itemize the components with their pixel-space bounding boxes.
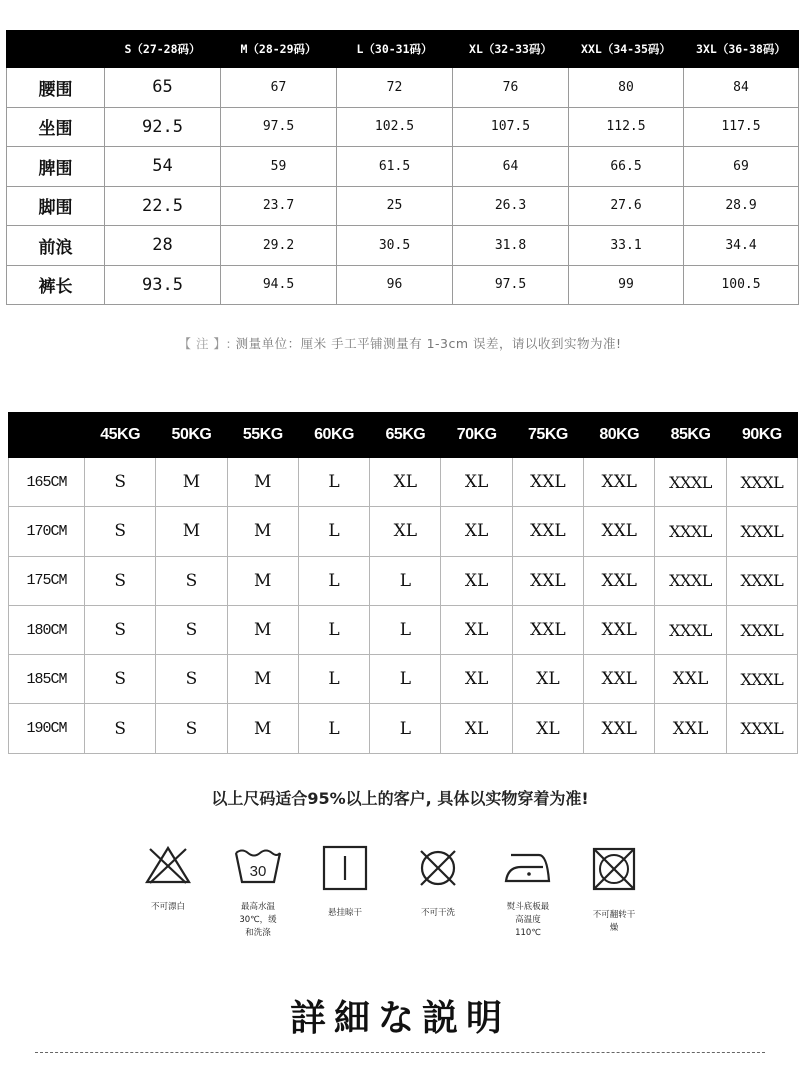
- height-row: [9, 507, 798, 556]
- measurement-row: [7, 265, 799, 305]
- recommended-size: XXL: [512, 458, 583, 507]
- weight-header: 60KG: [298, 413, 369, 458]
- measurement-value: 99: [569, 265, 684, 305]
- care-caption: [483, 901, 573, 940]
- weight-header: 45KG: [85, 413, 156, 458]
- measurement-value: 76: [453, 68, 569, 108]
- care-item-iron-low: [483, 845, 573, 940]
- recommended-size: M: [227, 458, 298, 507]
- care-caption: [569, 909, 659, 935]
- recommended-size: L: [298, 458, 369, 507]
- weight-header: 50KG: [156, 413, 227, 458]
- recommended-size: S: [85, 655, 156, 704]
- header-corner-cell: [9, 413, 85, 458]
- size-header: M（28-29码）: [221, 31, 337, 68]
- measurement-value: 22.5: [105, 186, 221, 226]
- care-caption: [123, 901, 213, 914]
- recommended-size: XXXL: [726, 655, 797, 704]
- measurement-row: [7, 186, 799, 226]
- recommended-size: M: [227, 556, 298, 605]
- measurement-value: 64: [453, 147, 569, 187]
- height-weight-size-table: [8, 412, 798, 754]
- recommended-size: XXXL: [726, 458, 797, 507]
- recommended-size: XXXL: [726, 704, 797, 753]
- recommended-size: M: [156, 458, 227, 507]
- height-label: 190CM: [9, 704, 85, 753]
- weight-header: 85KG: [655, 413, 726, 458]
- recommended-size: M: [227, 655, 298, 704]
- measurement-value: 59: [221, 147, 337, 187]
- size-table-header-row: [7, 31, 799, 68]
- recommended-size: XXXL: [655, 605, 726, 654]
- recommended-size: XL: [370, 458, 441, 507]
- measurement-value: 66.5: [569, 147, 684, 187]
- recommended-size: XXL: [584, 655, 655, 704]
- recommended-size: S: [156, 556, 227, 605]
- measurement-value: 27.6: [569, 186, 684, 226]
- recommended-size: XXL: [584, 704, 655, 753]
- height-row: [9, 655, 798, 704]
- recommended-size: XXL: [584, 605, 655, 654]
- recommended-size: S: [156, 655, 227, 704]
- weight-header: 80KG: [584, 413, 655, 458]
- recommended-size: S: [85, 556, 156, 605]
- height-row: [9, 458, 798, 507]
- height-row: [9, 704, 798, 753]
- measurement-value: 28.9: [684, 186, 799, 226]
- recommended-size: L: [370, 605, 441, 654]
- measurement-value: 97.5: [221, 107, 337, 147]
- height-label: 185CM: [9, 655, 85, 704]
- measurement-value: 84: [684, 68, 799, 108]
- recommended-size: S: [85, 605, 156, 654]
- recommended-size: M: [227, 507, 298, 556]
- recommended-size: XL: [441, 556, 512, 605]
- measurement-value: 23.7: [221, 186, 337, 226]
- height-row: [9, 605, 798, 654]
- measurement-label: 腰围: [7, 68, 105, 108]
- recommended-size: L: [370, 556, 441, 605]
- height-row: [9, 556, 798, 605]
- measurement-label: 脾围: [7, 147, 105, 187]
- recommended-size: XXL: [655, 655, 726, 704]
- weight-header: 70KG: [441, 413, 512, 458]
- weight-header: 55KG: [227, 413, 298, 458]
- measurement-value: 30.5: [337, 226, 453, 266]
- measurement-value: 61.5: [337, 147, 453, 187]
- recommended-size: L: [298, 605, 369, 654]
- recommended-size: XL: [441, 704, 512, 753]
- recommended-size: L: [298, 556, 369, 605]
- measurement-value: 102.5: [337, 107, 453, 147]
- weight-header: 90KG: [726, 413, 797, 458]
- measurement-value: 28: [105, 226, 221, 266]
- recommended-size: XL: [370, 507, 441, 556]
- measurement-value: 94.5: [221, 265, 337, 305]
- measurement-value: 97.5: [453, 265, 569, 305]
- no-tumble-dry-icon: [590, 845, 638, 893]
- height-label: 165CM: [9, 458, 85, 507]
- measurement-value: 26.3: [453, 186, 569, 226]
- recommended-size: L: [370, 655, 441, 704]
- header-corner-cell: [7, 31, 105, 68]
- weight-header: 65KG: [370, 413, 441, 458]
- recommended-size: XL: [441, 605, 512, 654]
- recommended-size: XL: [512, 704, 583, 753]
- care-caption-line: 不可漂白: [150, 902, 185, 912]
- recommended-size: XL: [512, 655, 583, 704]
- measurement-value: 25: [337, 186, 453, 226]
- recommended-size: XXXL: [655, 556, 726, 605]
- measurement-value: 31.8: [453, 226, 569, 266]
- recommended-size: XXXL: [655, 507, 726, 556]
- measurement-label: 前浪: [7, 226, 105, 266]
- wash-30-icon: [233, 845, 283, 885]
- care-item-wash-30: [213, 845, 303, 940]
- measurement-value: 65: [105, 68, 221, 108]
- measurement-note: [0, 334, 800, 352]
- measurement-value: 72: [337, 68, 453, 108]
- recommended-size: M: [156, 507, 227, 556]
- care-item-no-bleach: [123, 845, 213, 914]
- care-item-no-dry-clean: [393, 845, 483, 920]
- hang-dry-icon: [322, 845, 368, 891]
- measurement-value: 80: [569, 68, 684, 108]
- care-caption-line: 不可翻转干: [592, 910, 636, 920]
- care-caption: [393, 907, 483, 920]
- care-caption-line: 悬挂晾干: [327, 908, 362, 918]
- no-dry-clean-icon: [415, 845, 461, 891]
- fit-note: 以上尺码适合95%以上的客户, 具体以实物穿着为准!: [211, 789, 589, 808]
- note-prefix: 【 注 】:: [178, 336, 232, 351]
- care-caption-line: 燥: [609, 923, 619, 933]
- measurement-row: [7, 68, 799, 108]
- recommended-size: XL: [441, 458, 512, 507]
- care-caption-line: 30℃，缓: [239, 915, 277, 925]
- measurement-value: 34.4: [684, 226, 799, 266]
- recommended-size: XXXL: [726, 605, 797, 654]
- care-caption-line: 和洗涤: [245, 928, 271, 938]
- measurement-value: 96: [337, 265, 453, 305]
- size-measurement-table: [6, 30, 799, 305]
- measurement-row: [7, 147, 799, 187]
- measurement-value: 54: [105, 147, 221, 187]
- measurement-label: 裤长: [7, 265, 105, 305]
- care-caption-line: 110℃: [515, 928, 541, 938]
- recommended-size: XXL: [584, 458, 655, 507]
- measurement-row: [7, 226, 799, 266]
- wash-temp-label: 30: [249, 863, 267, 880]
- measurement-value: 29.2: [221, 226, 337, 266]
- recommended-size: XXL: [584, 556, 655, 605]
- care-caption-line: 熨斗底板最: [506, 902, 550, 912]
- recommended-size: M: [227, 605, 298, 654]
- recommended-size: XXXL: [726, 556, 797, 605]
- recommended-size: L: [298, 507, 369, 556]
- weight-header-row: [9, 413, 798, 458]
- care-caption-line: 最高水温: [240, 902, 275, 912]
- size-header: XL（32-33码）: [453, 31, 569, 68]
- size-header: XXL（34-35码）: [569, 31, 684, 68]
- recommended-size: S: [85, 507, 156, 556]
- recommended-size: XL: [441, 507, 512, 556]
- care-item-hang-dry: [300, 845, 390, 920]
- measurement-value: 117.5: [684, 107, 799, 147]
- height-label: 175CM: [9, 556, 85, 605]
- recommended-size: XXXL: [655, 458, 726, 507]
- size-header: S（27-28码）: [105, 31, 221, 68]
- measurement-value: 112.5: [569, 107, 684, 147]
- care-caption-line: 不可干洗: [420, 908, 455, 918]
- recommended-size: L: [298, 655, 369, 704]
- dashed-divider: [35, 1052, 765, 1053]
- recommended-size: S: [156, 605, 227, 654]
- recommended-size: XXXL: [726, 507, 797, 556]
- care-caption: [300, 907, 390, 920]
- recommended-size: XXL: [655, 704, 726, 753]
- measurement-value: 67: [221, 68, 337, 108]
- measurement-value: 92.5: [105, 107, 221, 147]
- recommended-size: XXL: [512, 556, 583, 605]
- note-text: 测量单位：厘米 手工平铺测量有 1-3cm 误差，请以收到实物为准!: [235, 336, 622, 351]
- size-header: 3XL（36-38码）: [684, 31, 799, 68]
- measurement-value: 33.1: [569, 226, 684, 266]
- measurement-value: 107.5: [453, 107, 569, 147]
- detail-title: 詳細な説明: [289, 998, 510, 1039]
- measurement-label: 脚围: [7, 186, 105, 226]
- measurement-value: 93.5: [105, 265, 221, 305]
- measurement-row: [7, 107, 799, 147]
- recommended-size: XXL: [512, 507, 583, 556]
- recommended-size: L: [298, 704, 369, 753]
- recommended-size: XL: [441, 655, 512, 704]
- recommended-size: S: [85, 704, 156, 753]
- measurement-value: 100.5: [684, 265, 799, 305]
- iron-low-icon: [503, 845, 553, 885]
- recommended-size: M: [227, 704, 298, 753]
- recommended-size: S: [156, 704, 227, 753]
- care-item-no-tumble-dry: [569, 845, 659, 935]
- weight-header: 75KG: [512, 413, 583, 458]
- height-label: 170CM: [9, 507, 85, 556]
- no-bleach-icon: [144, 845, 192, 885]
- recommended-size: L: [370, 704, 441, 753]
- care-caption: [213, 901, 303, 940]
- measurement-value: 69: [684, 147, 799, 187]
- size-header: L（30-31码）: [337, 31, 453, 68]
- recommended-size: XXL: [584, 507, 655, 556]
- care-caption-line: 高温度: [515, 915, 541, 925]
- recommended-size: XXL: [512, 605, 583, 654]
- recommended-size: S: [85, 458, 156, 507]
- measurement-label: 坐围: [7, 107, 105, 147]
- height-label: 180CM: [9, 605, 85, 654]
